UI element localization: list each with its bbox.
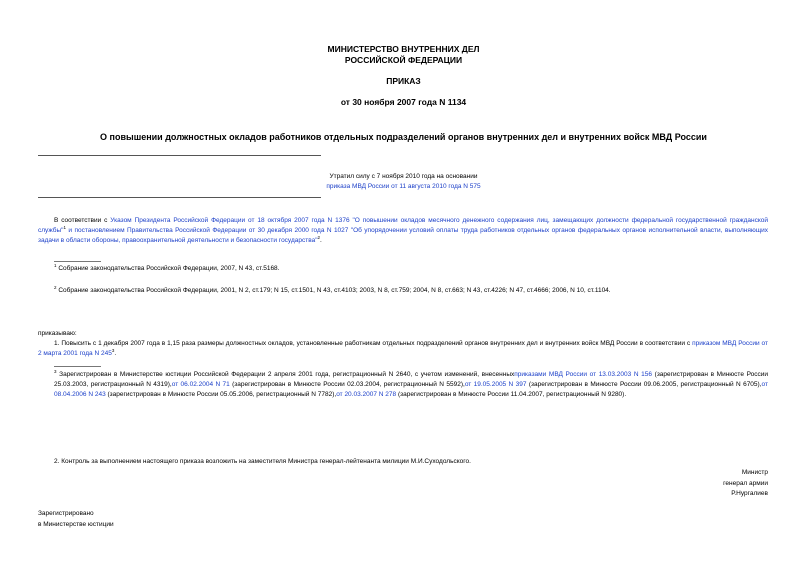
registration-line-1: Зарегистрировано (38, 510, 94, 517)
government-resolution-link[interactable]: "Об упорядочении условий оплаты труда работников отдельных органов федеральных органов исполнительной власти, выполняющих задачи в области обороны, правоохранительной деятельности и безопасности государства" (38, 227, 769, 244)
decree-title-text[interactable]: "О повышении окладов месячного денежного содержания лиц, замещающих должности федеральной государственной гражданской службы" (38, 217, 768, 234)
government-resolution-text[interactable]: и постановлением Правительства Российской Федерации от 30 декабря 2000 года N 1027 (66, 227, 349, 234)
president-decree-link[interactable]: Указом Президента Российской Федерации от 18 октября 2007 года N 1376 (110, 217, 350, 224)
ministry-line-1: МИНИСТЕРСТВО ВНУТРЕННИХ ДЕЛ (327, 44, 480, 54)
registration-block (38, 509, 238, 530)
prikazyvayu-label: приказываю: (38, 330, 77, 337)
document-date-number: от 30 ноября 2007 года N 1134 (340, 97, 467, 107)
document-type: ПРИКАЗ (386, 76, 421, 86)
mvd-order-245-link[interactable]: приказом МВД России от 2 марта 2001 года N 245 (38, 340, 768, 357)
signature-name: Р.Нургалиев (731, 490, 768, 497)
amendment-link-1[interactable]: приказами МВД России от 13.03.2003 N 156 (514, 371, 653, 378)
footnote-rule (54, 366, 101, 367)
preamble-text: В соответствии с (54, 217, 111, 224)
registration-line-2: в Министерстве юстиции (38, 520, 114, 528)
amendment-link-2[interactable]: от 06.02.2004 N 71 (171, 381, 230, 388)
document-title: О повышении должностных окладов работников отдельных подразделений органов внутренних дел и внутренних войск МВД России (100, 132, 707, 142)
status-line: Утратил силу с 7 ноября 2010 года на основании (329, 173, 478, 180)
order-item-1: 1. Повысить с 1 декабря 2007 года в 1,15 раза размеры должностных окладов, установленные работникам отдельных подразделений органов внутренних дел и внутренних войск МВД России в соответствии с приказом МВД России от 2 марта 2001 года N $245^3$. (38, 340, 768, 357)
footnote-rule (54, 261, 101, 262)
preamble-paragraph: В соответствии с Указом Президента Российской Федерации от 18 октября 2007 года N 1376 "О повышении окладов месячного денежного содержания лиц, замещающих должности федеральной государственной гражданской службы"$^1$ и постановлением Правительства Российской Федерации от 30 декабря 2000 года N 1027 "Об упорядочении условий оплаты труда работников отдельных органов федеральных органов исполнительной власти, выполняющих задачи в области обороны, правоохранительной деятельности и безопасности государства"$^2$. (38, 217, 769, 244)
footnote-2: $^2$ Собрание законодательства Российской Федерации, 2001, N 2, ст.179; N 15, ст.1501, N 43, ст.4103; 2003, N 8, ст.759; 2004, N 8, ст.663; N 43, ст.4226; N 47, ст.4666; 2006, N 10, ст.1104. (54, 284, 611, 294)
footnote-ref-2[interactable]: 2 (317, 234, 321, 240)
footnote-1: $^1$ Собрание законодательства Российской Федерации, 2007, N 43, ст.5168. (54, 262, 280, 272)
footnote-ref-3[interactable]: 3 (111, 347, 115, 353)
signature-block (568, 468, 768, 500)
divider (38, 155, 321, 156)
order-item-2: 2. Контроль за выполнением настоящего приказа возложить на заместителя Министра генерал-лейтенанта милиции М.И.Суходольского. (54, 458, 471, 465)
signature-rank: генерал армии (723, 479, 768, 487)
repeal-order-link[interactable]: приказа МВД России от 11 августа 2010 года N 575 (326, 183, 481, 190)
signature-position: Министр (741, 469, 768, 476)
footnote-3: $^3$ Зарегистрирован в Министерстве юстиции Российской Федерации 2 апреля 2001 года, регистрационный N 2640, с учетом изменений, внесенныхприказами МВД России от 13.03.2003 N 156 (зарегистрирован в Минюсте России 25.03.2003, регистрационный N 4319),от 06.02.2004 N 71 (зарегистрирован в Минюсте России 02.03.2004, регистрационный N 5592),от 19.05.2005 N 397 (зарегистрирован в Минюсте России 09.06.2005, регистрационный N 6705),от 08.04.2006 N 243 (зарегистрирован в Минюсте России 05.05.2006, регистрационный N 7782),от 20.03.2007 N 278 (зарегистрирован в Минюсте России 11.04.2007, регистрационный N 9280). (54, 368, 769, 398)
divider (38, 197, 321, 198)
footnote-ref-1[interactable]: 1 (63, 224, 67, 230)
status-link-line (0, 182, 807, 192)
amendment-link-3[interactable]: от 19.05.2005 N 397 (464, 381, 527, 388)
amendment-link-5[interactable]: от 20.03.2007 N 278 (336, 391, 397, 398)
ministry-line-2: РОССИЙСКОЙ ФЕДЕРАЦИИ (344, 55, 463, 65)
amendment-link-4[interactable]: от 08.04.2006 N 243 (54, 381, 768, 398)
